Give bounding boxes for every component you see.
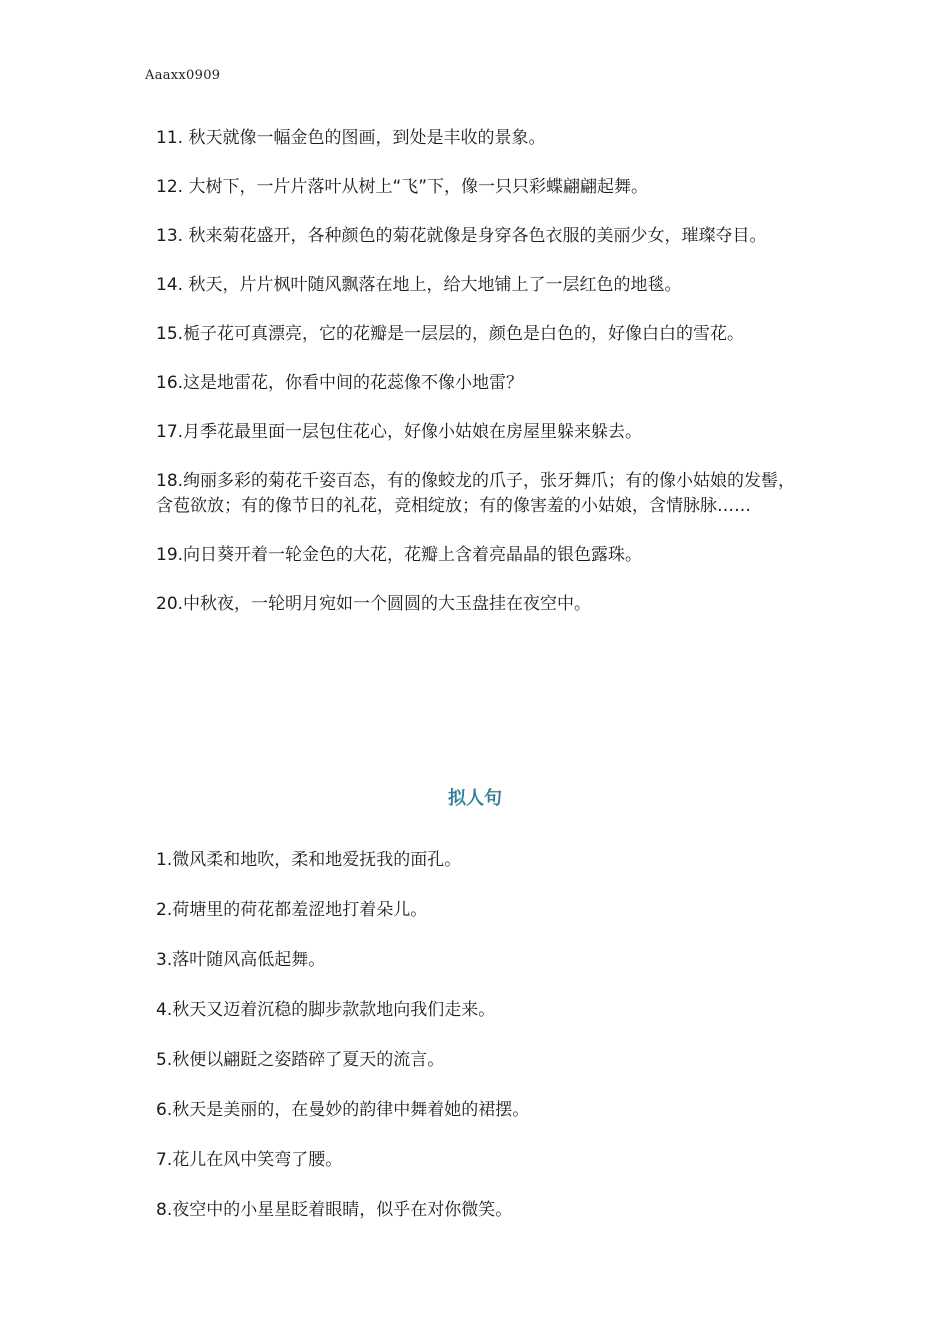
personification-sentence-7: 7.花儿在风中笑弯了腰。 xyxy=(156,1150,343,1170)
personification-sentence-6: 6.秋天是美丽的，在曼妙的韵律中舞着她的裙摆。 xyxy=(156,1100,530,1120)
personification-sentence-3: 3.落叶随风高低起舞。 xyxy=(156,950,326,970)
section-heading-personification: 拟人句 xyxy=(448,788,502,809)
personification-sentence-2: 2.荷塘里的荷花都羞涩地打着朵儿。 xyxy=(156,900,428,920)
sentence-14: 14. 秋天，片片枫叶随风飘落在地上，给大地铺上了一层红色的地毯。 xyxy=(156,275,682,295)
personification-sentence-5: 5.秋便以翩跹之姿踏碎了夏天的流言。 xyxy=(156,1050,445,1070)
sentence-18: 18.绚丽多彩的菊花千姿百态，有的像蛟龙的爪子，张牙舞爪；有的像小姑娘的发髻，含苞欲放；有的像节日的礼花，竞相绽放；有的像害羞的小姑娘，含情脉脉…… xyxy=(156,471,796,516)
sentence-17: 17.月季花最里面一层包住花心，好像小姑娘在房屋里躲来躲去。 xyxy=(156,422,643,442)
sentence-16: 16.这是地雷花，你看中间的花蕊像不像小地雷？ xyxy=(156,373,524,393)
sentence-13: 13. 秋来菊花盛开，各种颜色的菊花就像是身穿各色衣服的美丽少女，璀璨夺目。 xyxy=(156,226,767,246)
sentence-20: 20.中秋夜，一轮明月宛如一个圆圆的大玉盘挂在夜空中。 xyxy=(156,594,592,614)
metaphor-sentence-list xyxy=(156,126,796,641)
sentence-19: 19.向日葵开着一轮金色的大花，花瓣上含着亮晶晶的银色露珠。 xyxy=(156,545,643,565)
document-code: Aaaxx0909 xyxy=(145,68,221,83)
personification-sentence-1: 1.微风柔和地吹，柔和地爱抚我的面孔。 xyxy=(156,850,462,870)
personification-sentence-4: 4.秋天又迈着沉稳的脚步款款地向我们走来。 xyxy=(156,1000,496,1020)
sentence-11: 11. 秋天就像一幅金色的图画，到处是丰收的景象。 xyxy=(156,128,546,148)
sentence-12: 12. 大树下，一片片落叶从树上“飞”下，像一只只彩蝶翩翩起舞。 xyxy=(156,177,649,197)
personification-sentence-8: 8.夜空中的小星星眨着眼睛，似乎在对你微笑。 xyxy=(156,1200,513,1220)
personification-sentence-list xyxy=(156,848,796,1248)
sentence-15: 15.栀子花可真漂亮，它的花瓣是一层层的，颜色是白色的，好像白白的雪花。 xyxy=(156,324,745,344)
